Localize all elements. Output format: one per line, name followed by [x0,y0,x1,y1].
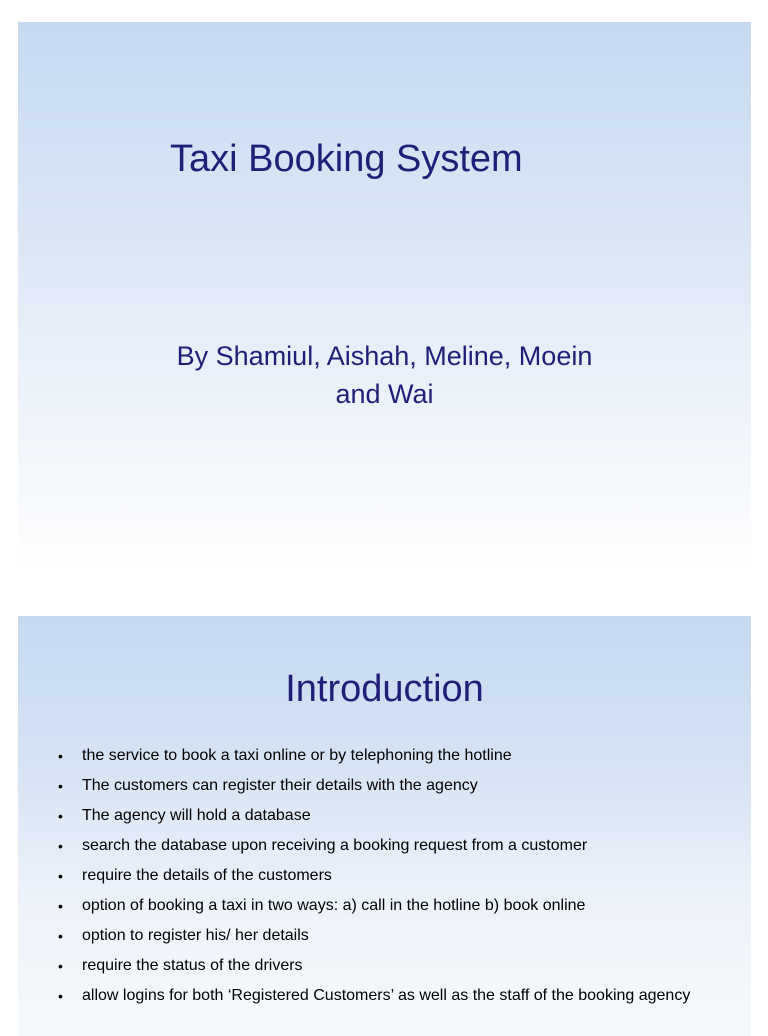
title-text: Taxi Booking System [170,138,523,180]
list-item: • option of booking a taxi in two ways: a) call in the hotline b) book online [58,897,586,914]
authors-line-2: and Wai [335,379,434,409]
presentation-title [18,134,751,184]
slide-title [18,22,751,572]
authors-line-1: By Shamiul, Aishah, Meline, Moein [176,341,593,371]
list-item: • require the status of the drivers [58,957,303,974]
slide-heading: Introduction [285,668,484,710]
bullet-icon: • [58,838,63,854]
bullet-icon: • [58,748,63,764]
list-item: • option to register his/ her details [58,927,309,944]
presentation-subtitle [18,337,751,413]
list-item: • The customers can register their details with the agency [58,777,478,794]
list-item: • search the database upon receiving a booking request from a customer [58,837,588,854]
bullet-icon: • [58,988,63,1004]
bullet-list [56,746,726,1016]
list-item: • require the details of the customers [58,867,332,884]
bullet-icon: • [58,778,63,794]
bullet-icon: • [58,808,63,824]
bullet-icon: • [58,898,63,914]
list-item: • allow logins for both ‘Registered Customers’ as well as the staff of the booking agency [58,987,691,1004]
bullet-icon: • [58,928,63,944]
bullet-icon: • [58,958,63,974]
list-item: • the service to book a taxi online or by telephoning the hotline [58,747,512,764]
bullet-icon: • [58,868,63,884]
slide-introduction [18,616,751,1036]
list-item: • The agency will hold a database [58,807,311,824]
